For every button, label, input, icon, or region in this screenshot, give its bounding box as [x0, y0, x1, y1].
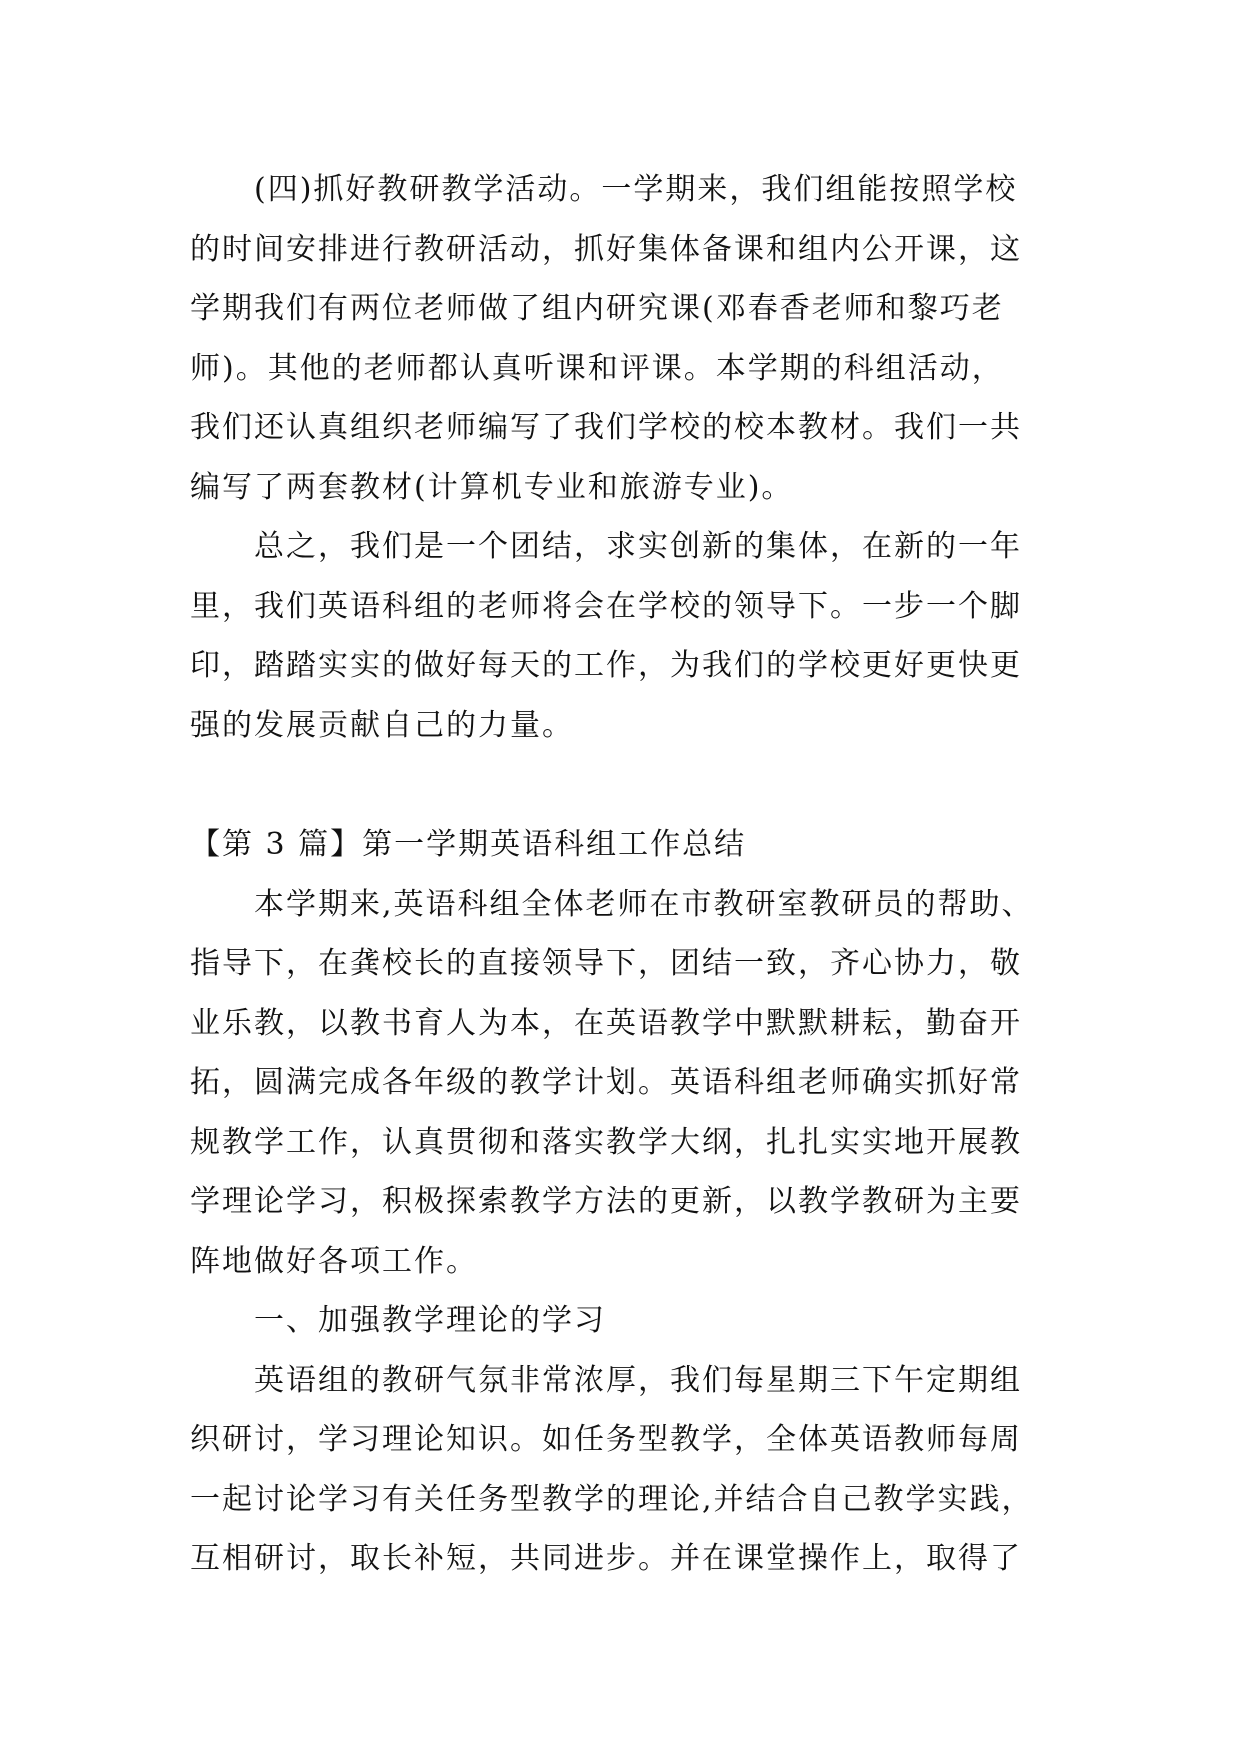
text-line: 指导下，在龚校长的直接领导下，团结一致，齐心协力，敬	[190, 946, 1022, 981]
text-line: 规教学工作，认真贯彻和落实教学大纲，扎扎实实地开展教	[190, 1124, 1022, 1160]
text-line: 互相研讨，取长补短，共同进步。并在课堂操作上，取得了	[190, 1541, 1022, 1576]
text-line: 的时间安排进行教研活动，抓好集体备课和组内公开课，这	[190, 231, 1022, 267]
text-line: 印，踏踏实实的做好每天的工作，为我们的学校更好更快更	[190, 648, 1022, 683]
text-line: 师)。其他的老师都认真听课和评课。本学期的科组活动，	[190, 350, 1004, 386]
text-line: 我们还认真组织老师编写了我们学校的校本教材。我们一共	[190, 410, 1022, 445]
text-line: 阵地做好各项工作。	[190, 1243, 478, 1279]
text-line: 强的发展贡献自己的力量。	[190, 707, 574, 743]
text-line: 英语组的教研气氛非常浓厚，我们每星期三下午定期组	[254, 1362, 1022, 1398]
paragraph-theory-study	[190, 1351, 1050, 1589]
text-line: 编写了两套教材(计算机专业和旅游专业)。	[190, 469, 794, 505]
text-line: 学理论学习，积极探索教学方法的更新，以教学教研为主要	[190, 1184, 1022, 1219]
text-line: 拓，圆满完成各年级的教学计划。英语科组老师确实抓好常	[190, 1065, 1022, 1100]
text-line: 学期我们有两位老师做了组内研究课(邓春香老师和黎巧老	[190, 291, 1004, 326]
paragraph-intro	[190, 875, 1050, 1292]
paragraph-gap	[190, 755, 1050, 815]
text-line: 一起讨论学习有关任务型教学的理论,并结合自己教学实践，	[190, 1481, 1034, 1517]
text-line: 里，我们英语科组的老师将会在学校的领导下。一步一个脚	[190, 588, 1022, 624]
document-text	[190, 160, 1050, 1589]
section-subheading: 一、加强教学理论的学习	[254, 1303, 606, 1338]
text-line: 业乐教，以教书育人为本，在英语教学中默默耕耘，勤奋开	[190, 1005, 1022, 1041]
paragraph-teaching-research	[190, 160, 1050, 517]
text-line: 织研讨，学习理论知识。如任务型教学，全体英语教师每周	[190, 1422, 1022, 1457]
text-line: (四)抓好教研教学活动。一学期来，我们组能按照学校	[254, 172, 1018, 207]
article-heading: 【第 3 篇】第一学期英语科组工作总结	[190, 827, 747, 862]
text-line: 本学期来,英语科组全体老师在市教研室教研员的帮助、	[254, 886, 1034, 922]
paragraph-conclusion	[190, 517, 1050, 755]
text-line: 总之，我们是一个团结，求实创新的集体，在新的一年	[254, 529, 1022, 564]
